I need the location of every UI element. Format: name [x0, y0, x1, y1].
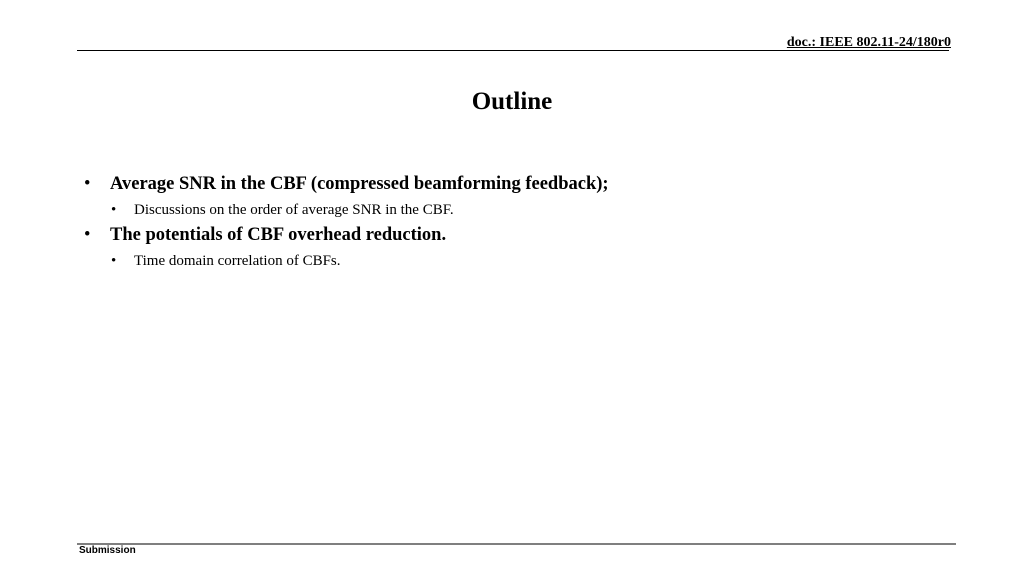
document-id: doc.: IEEE 802.11-24/180r0	[786, 35, 951, 50]
footer-label: Submission	[79, 545, 136, 556]
footer-rule	[77, 543, 956, 545]
sub-bullet-item	[84, 198, 609, 222]
bullet-text: Average SNR in the CBF (compressed beamforming feedback);	[110, 174, 609, 194]
sub-bullet-text: Discussions on the order of average SNR in the CBF.	[134, 201, 454, 218]
slide-title: Outline	[471, 88, 553, 115]
bullet-icon: •	[111, 252, 117, 269]
bullet-icon: •	[84, 225, 91, 245]
bullet-text: The potentials of CBF overhead reduction.	[110, 225, 447, 245]
bullet-list	[84, 171, 609, 273]
bullet-item	[84, 222, 609, 249]
sub-bullet-item	[84, 249, 609, 273]
bullet-item	[84, 171, 609, 198]
bullet-icon: •	[84, 174, 91, 194]
bullet-icon: •	[111, 201, 117, 218]
sub-bullet-text: Time domain correlation of CBFs.	[134, 252, 341, 269]
